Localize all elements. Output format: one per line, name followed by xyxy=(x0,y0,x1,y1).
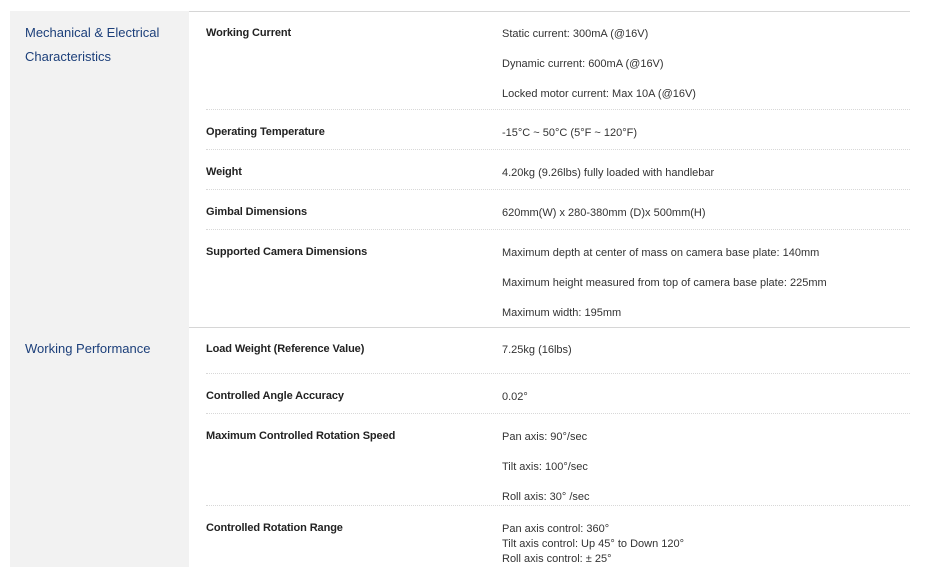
spec-values xyxy=(502,522,684,567)
section-title: Working Performance xyxy=(25,341,151,356)
spec-value: Maximum width: 195mm xyxy=(502,307,622,319)
section-title: Mechanical & Electrical Characteristics xyxy=(25,25,160,64)
spec-value: 4.20kg (9.26lbs) fully loaded with handlebar xyxy=(502,167,715,179)
spec-values xyxy=(502,27,696,117)
section-header xyxy=(10,327,189,567)
spec-value: Locked motor current: Max 10A (@16V) xyxy=(502,88,696,100)
spec-row-angle-accuracy xyxy=(190,374,910,414)
spec-label: Controlled Angle Accuracy xyxy=(206,390,344,402)
spec-label: Maximum Controlled Rotation Speed xyxy=(206,430,396,442)
spec-values xyxy=(502,343,572,373)
section-mechanical-electrical xyxy=(10,11,910,327)
spec-label: Weight xyxy=(206,166,242,178)
spec-value: 7.25kg (16lbs) xyxy=(502,344,572,356)
spec-label: Working Current xyxy=(206,27,292,39)
spec-value: Pan axis: 90°/sec xyxy=(502,431,588,443)
spec-value: Roll axis control: ± 25° xyxy=(502,553,612,565)
spec-value: Roll axis: 30° /sec xyxy=(502,491,590,503)
section-working-performance xyxy=(10,327,910,567)
spec-value: Maximum height measured from top of camera base plate: 225mm xyxy=(502,277,827,289)
spec-value: Tilt axis: 100°/sec xyxy=(502,461,588,473)
spec-row-working-current xyxy=(190,11,910,110)
spec-value: Dynamic current: 600mA (@16V) xyxy=(502,58,664,70)
spec-row-operating-temperature xyxy=(190,110,910,150)
spec-label: Controlled Rotation Range xyxy=(206,522,343,534)
spec-label: Gimbal Dimensions xyxy=(206,206,307,218)
spec-value: Pan axis control: 360° xyxy=(502,523,610,535)
spec-value: Static current: 300mA (@16V) xyxy=(502,28,649,40)
spec-row-rotation-range xyxy=(190,506,910,567)
spec-row-load-weight xyxy=(190,327,910,374)
section-header xyxy=(10,11,189,327)
spec-value: Tilt axis control: Up 45° to Down 120° xyxy=(502,538,685,550)
spec-row-max-rotation-speed xyxy=(190,414,910,506)
spec-label: Operating Temperature xyxy=(206,126,325,138)
spec-value: Maximum depth at center of mass on camera base plate: 140mm xyxy=(502,247,820,259)
spec-row-gimbal-dimensions xyxy=(190,190,910,230)
spec-value: -15°C ~ 50°C (5°F ~ 120°F) xyxy=(502,127,637,139)
spec-label: Load Weight (Reference Value) xyxy=(206,343,365,355)
spec-label: Supported Camera Dimensions xyxy=(206,246,368,258)
spec-value: 0.02° xyxy=(502,391,528,403)
spec-values xyxy=(502,246,827,336)
spec-row-supported-camera-dimensions xyxy=(190,230,910,327)
spec-row-weight xyxy=(190,150,910,190)
spec-value: 620mm(W) x 280-380mm (D)x 500mm(H) xyxy=(502,207,706,219)
